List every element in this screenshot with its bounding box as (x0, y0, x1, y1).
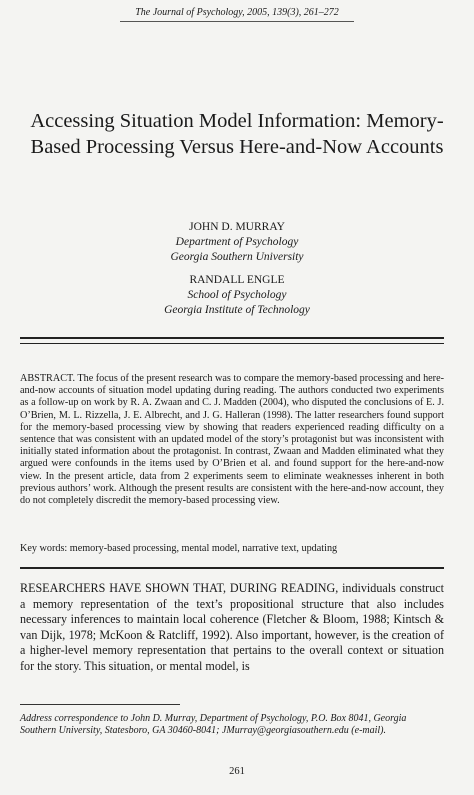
correspondence-footnote: Address correspondence to John D. Murray, Department of Psychology, P.O. Box 8041, Georgia Southern University, Statesboro, GA 30460-8041; JMurray@georgiasouthern.edu (e-mail). (20, 713, 407, 737)
keywords-line: Key words: memory-based processing, mental model, narrative text, updating (20, 543, 338, 554)
author-institution: Georgia Southern University (170, 251, 304, 263)
page-number: 261 (229, 766, 245, 777)
author-name: RANDALL ENGLE (189, 274, 285, 286)
footnote-rule (20, 704, 180, 705)
abstract-bottom-rule (20, 567, 444, 569)
body-paragraph: RESEARCHERS HAVE SHOWN THAT, DURING READING, individuals construct a memory representation of the text’s propositional structure that also includes necessary inferences to maintain local coherence (Fletcher & Bloom, 1988; Kintsch & van Dijk, 1978; McKoon & Ratcliff, 1992). Also important, however, is the creation of a higher-level memory representation that pertains to the overall context or situation for the story. This situation, or mental model, is (20, 581, 444, 673)
author-block (0, 220, 474, 318)
article-title: Accessing Situation Model Information: Memory-Based Processing Versus Here-and-Now Accounts (30, 110, 444, 158)
author-institution: Georgia Institute of Technology (164, 304, 310, 316)
running-head (0, 7, 474, 18)
author-department: School of Psychology (187, 289, 287, 301)
abstract-top-rule-thick (20, 337, 444, 339)
author-department: Department of Psychology (175, 236, 299, 248)
author-name: JOHN D. MURRAY (189, 221, 285, 233)
abstract-paragraph: ABSTRACT. The focus of the present research was to compare the memory-based processing and here-and-now accounts of situation model updating during reading. The authors conducted two experiments as a follow-up on work by R. A. Zwaan and C. J. Madden (2004), who disputed the conclusions of E. J. O’Brien, M. L. Rizzella, J. E. Albrecht, and J. G. Halleran (1998). The latter researchers found support for the memory-based processing view by showing that readers experienced reading difficulty on a sentence that was consistent with an updated model of the story’s protagonist but was inconsistent with initially stated information about the protagonist. In contrast, Zwaan and Madden eliminated what they argued were confounds in the items used by O’Brien et al. and found support for the here-and-now view. In the present article, data from 2 experiments seem to eliminate weaknesses inherent in both previous authors’ work. Although the present results are consistent with the here-and-now account, they do not completely discredit the memory-based processing view. (20, 373, 444, 507)
running-head-text: The Journal of Psychology, 2005, 139(3), 261–272 (135, 7, 339, 18)
abstract-top-rule-thin (20, 343, 444, 344)
running-head-underline (120, 21, 354, 22)
